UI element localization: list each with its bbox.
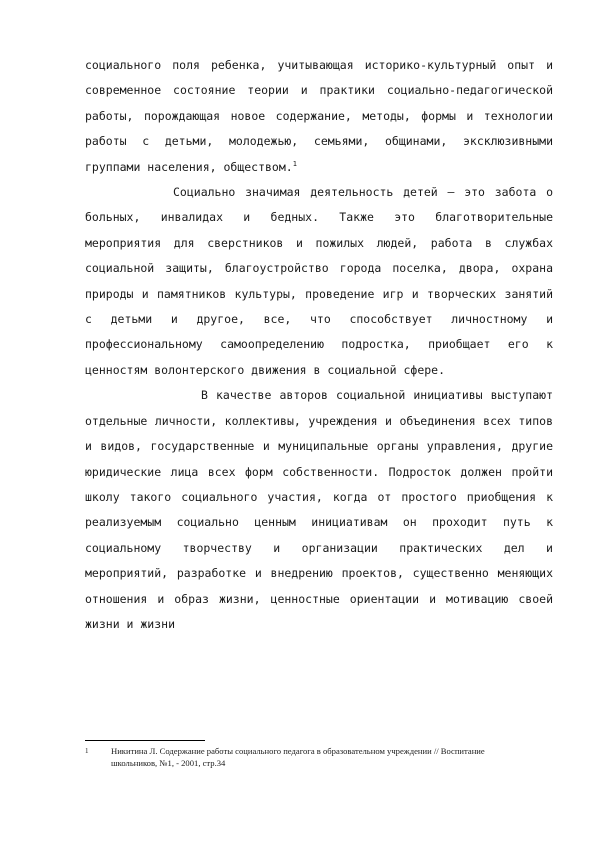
paragraph-3: В качестве авторов социальной инициативы выступают отдельные личности, коллективы, учреждения и объединения всех типов и видов, государственные и муниципальные органы управления, другие юридические лица всех форм собственности. Подросток должен пройти школу такого социального участия, когда от простого приобщения к реализуемым социально ценным инициативам он проходит путь к социальному творчеству и организации практических дел и мероприятий, разработке и внедрению проектов, существенно меняющих отношения и образ жизни, ценностные ориентации и мотивацию своей жизни и жизни	[85, 388, 553, 631]
footnote-line-2: школьников, №1, - 2001, стр.34	[111, 758, 226, 768]
paragraph-1	[85, 53, 553, 180]
footnote-line-1: Никитина Л. Содержание работы социального педагога в образовательном учреждении // Воспитание	[111, 746, 485, 756]
paragraph-2: Социально значимая деятельность детей – это забота о больных, инвалидах и бедных. Также это благотворительные мероприятия для сверстников и пожилых людей, работа в службах социальной защиты, благоустройство города поселка, двора, охрана природы и памятников культуры, проведение игр и творческих занятий с детьми и другое, все, что способствует личностному и профессиональному самоопределению подростка, приобщает его к ценностям волонтерского движения в социальной сфере.	[85, 185, 553, 377]
footnote-reference: 1	[292, 159, 297, 168]
footnote-mark: 1	[85, 747, 89, 755]
footnote-divider	[85, 740, 205, 741]
footnote	[85, 745, 555, 769]
main-text	[85, 53, 553, 637]
paragraph-1-text: социального поля ребенка, учитывающая историко-культурный опыт и современное состояние теории и практики социально-педагогической работы, порождающая новое содержание, методы, формы и технологии работы с детьми, молодежью, семьями, общинами, эксклюзивными группами населения, обществом.	[85, 58, 553, 174]
